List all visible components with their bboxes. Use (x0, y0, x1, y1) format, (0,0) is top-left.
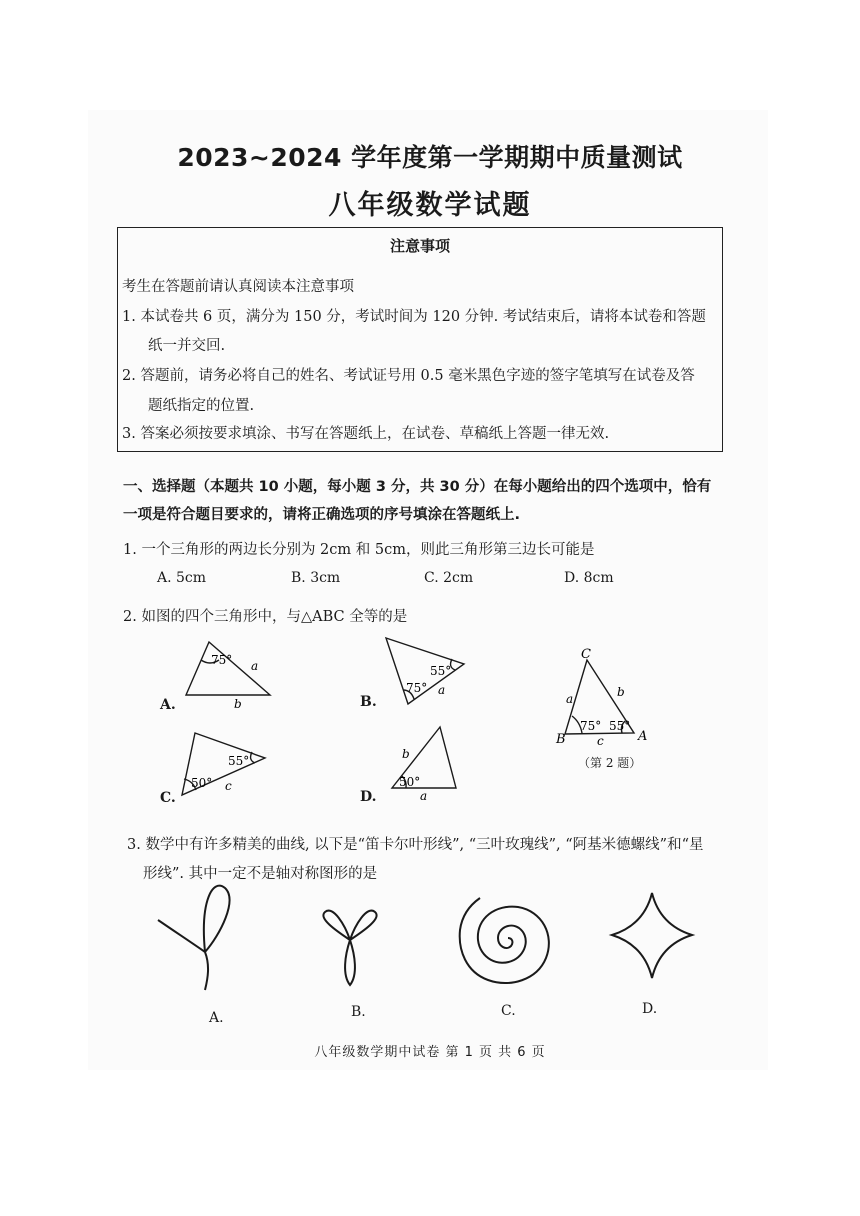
notice-item-1: 1. 本试卷共 6 页，满分为 150 分，考试时间为 120 分钟. 考试结束后，请将本试卷和答题 (122, 309, 706, 325)
notice-item-3: 3. 答案必须按要求填涂、书写在答题纸上，在试卷、草稿纸上答题一律无效. (122, 426, 610, 442)
question-2: 2. 如图的四个三角形中，与△ABC 全等的是 (123, 609, 408, 625)
ref-angle-a: 55° (609, 719, 631, 733)
section-heading-cont: 一项是符合题目要求的，请将正确选项的序号填涂在答题纸上. (123, 507, 521, 523)
fig-c-side-c: c (225, 779, 232, 793)
fig-c-angle-55: 55° (228, 754, 250, 768)
q2-label-b: B. (360, 694, 377, 710)
fig-d-side-b: b (402, 747, 410, 761)
q3-label-d: D. (642, 1001, 658, 1017)
q2-label-c: C. (160, 790, 176, 806)
question-3-cont: 形线”. 其中一定不是轴对称图形的是 (143, 866, 378, 882)
q3-curve-d-astroid (612, 893, 692, 978)
exam-subtitle: 八年级数学试题 (328, 190, 532, 221)
q2-figure-caption: （第 2 题） (578, 756, 642, 770)
ref-vertex-a: A (638, 729, 648, 744)
ref-vertex-b: B (556, 732, 566, 747)
notice-intro: 考生在答题前请认真阅读本注意事项 (122, 279, 354, 295)
q3-curve-c-spiral (460, 898, 549, 983)
fig-a-angle: 75° (211, 653, 233, 667)
notice-item-2-cont: 题纸指定的位置. (148, 398, 255, 414)
exam-title: 2023~2024 学年度第一学期期中质量测试 (177, 143, 683, 172)
fig-d-angle-50: 50° (399, 775, 421, 789)
ref-vertex-c: C (581, 647, 591, 662)
q3-label-a: A. (209, 1010, 224, 1026)
question-3: 3. 数学中有许多精美的曲线, 以下是“笛卡尔叶形线”, “三叶玫瑰线”, “阿基米德螺线”和“星 (127, 837, 704, 853)
ref-angle-b: 75° (580, 719, 602, 733)
question-1: 1. 一个三角形的两边长分别为 2cm 和 5cm，则此三角形第三边长可能是 (123, 542, 595, 558)
section-heading: 一、选择题（本题共 10 小题，每小题 3 分，共 30 分）在每小题给出的四个选项中，恰有 (123, 479, 712, 495)
fig-b-angle-55: 55° (430, 664, 452, 678)
q2-label-a: A. (160, 697, 176, 713)
notice-title: 注意事项 (389, 237, 450, 255)
fig-a-side-b: b (234, 697, 242, 711)
q2-label-d: D. (360, 789, 377, 805)
page-footer: 八年级数学期中试卷 第 1 页 共 6 页 (314, 1045, 546, 1060)
q3-label-b: B. (351, 1004, 366, 1020)
q3-label-c: C. (501, 1003, 516, 1019)
ref-side-b: b (617, 685, 625, 699)
q1-option-c: C. 2cm (424, 570, 474, 586)
q1-option-b: B. 3cm (291, 570, 341, 586)
q1-option-d: D. 8cm (564, 570, 614, 586)
q1-option-a: A. 5cm (157, 570, 207, 586)
ref-side-c: c (597, 734, 604, 748)
fig-d-side-a: a (420, 789, 428, 803)
fig-c-angle-50: 50° (191, 776, 213, 790)
fig-b-side-a: a (438, 683, 446, 697)
fig-a-side-a: a (251, 659, 259, 673)
notice-item-1-cont: 纸一并交回. (148, 338, 226, 354)
ref-side-a: a (566, 692, 574, 706)
q3-curve-a-folium (158, 886, 229, 990)
fig-b-angle-75: 75° (406, 681, 428, 695)
q3-curve-b-rose (323, 911, 376, 985)
notice-item-2: 2. 答题前，请务必将自己的姓名、考试证号用 0.5 毫米黑色字迹的签字笔填写在试卷及答 (122, 368, 695, 384)
